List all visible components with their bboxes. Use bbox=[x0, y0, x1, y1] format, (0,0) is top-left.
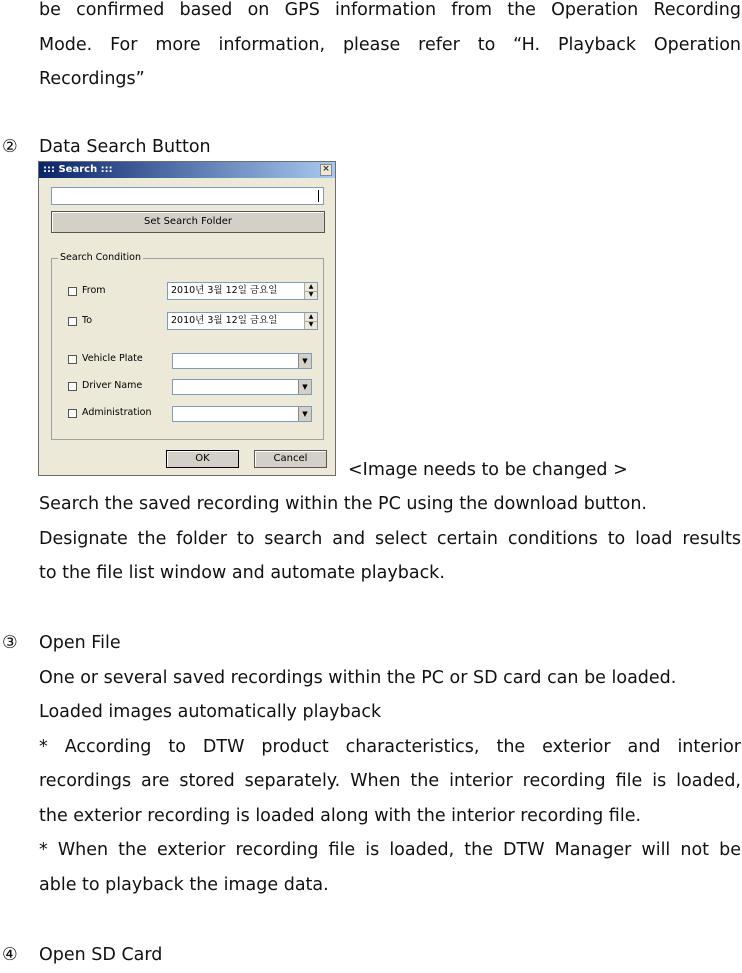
search-condition-group bbox=[51, 252, 324, 440]
section-4-heading: Open SD Card bbox=[39, 945, 163, 965]
to-checkbox[interactable] bbox=[68, 317, 77, 326]
section-3-line-7: able to playback the image data. bbox=[39, 874, 329, 895]
intro-line-1: be confirmed based on GPS information from the Operation Recording bbox=[39, 0, 741, 20]
intro-line-3: Recordings” bbox=[39, 69, 145, 89]
administration-select[interactable] bbox=[172, 406, 312, 422]
section-2-line-3: to the file list window and automate playback. bbox=[39, 563, 445, 583]
from-date-spinner[interactable] bbox=[304, 283, 317, 299]
chevron-down-icon[interactable]: ▼ bbox=[298, 354, 311, 368]
intro-line-2: Mode. For more information, please refer to “H. Playback Operation bbox=[39, 34, 741, 55]
intro-paragraph bbox=[39, 0, 741, 97]
spin-up-icon[interactable]: ▲ bbox=[305, 313, 317, 322]
cancel-button[interactable]: Cancel bbox=[254, 450, 327, 468]
set-search-folder-button[interactable]: Set Search Folder bbox=[51, 211, 325, 233]
vehicle-plate-checkbox[interactable] bbox=[68, 355, 77, 364]
driver-name-label: Driver Name bbox=[82, 380, 143, 391]
dialog-title: ::: Search ::: bbox=[43, 164, 113, 175]
section-4-number: ④ bbox=[2, 945, 18, 965]
spin-down-icon[interactable]: ▼ bbox=[308, 321, 314, 328]
section-2-line-2: Designate the folder to search and select certain conditions to load results bbox=[39, 528, 741, 549]
from-label: From bbox=[82, 285, 106, 296]
chevron-down-icon[interactable]: ▼ bbox=[298, 407, 311, 421]
spin-up-icon[interactable]: ▲ bbox=[305, 283, 317, 292]
section-3-heading: Open File bbox=[39, 633, 121, 653]
to-date-picker[interactable] bbox=[167, 312, 318, 330]
close-icon[interactable]: × bbox=[320, 164, 332, 176]
vehicle-plate-select[interactable] bbox=[172, 353, 312, 369]
section-3-block bbox=[39, 626, 741, 902]
image-note: <Image needs to be changed > bbox=[348, 460, 628, 480]
section-3-line-4: recordings are stored separately. When the interior recording file is loaded, bbox=[39, 771, 741, 791]
section-2-number: ② bbox=[2, 137, 18, 157]
section-2-heading: Data Search Button bbox=[39, 137, 211, 157]
section-2-paragraph bbox=[39, 487, 741, 591]
administration-label: Administration bbox=[82, 407, 152, 418]
driver-name-checkbox[interactable] bbox=[68, 382, 77, 391]
section-3-line-1: One or several saved recordings within the PC or SD card can be loaded. bbox=[39, 667, 677, 688]
administration-checkbox[interactable] bbox=[68, 409, 77, 418]
vehicle-plate-label: Vehicle Plate bbox=[82, 353, 143, 364]
search-condition-label: Search Condition bbox=[60, 252, 141, 263]
search-dialog-image bbox=[38, 161, 336, 476]
section-3-number: ③ bbox=[2, 633, 18, 653]
search-folder-input[interactable] bbox=[51, 187, 324, 205]
to-date-spinner[interactable] bbox=[304, 313, 317, 329]
section-2-line-1: Search the saved recording within the PC using the download button. bbox=[39, 494, 647, 514]
section-3-line-6: * When the exterior recording file is loaded, the DTW Manager will not be bbox=[39, 840, 741, 860]
to-label: To bbox=[82, 315, 93, 326]
chevron-down-icon[interactable]: ▼ bbox=[298, 380, 311, 394]
section-3-line-5: the exterior recording is loaded along with the interior recording file. bbox=[39, 805, 642, 826]
driver-name-select[interactable] bbox=[172, 379, 312, 395]
from-date-value: 2010년 3월 12일 금요일 bbox=[171, 285, 278, 296]
from-checkbox[interactable] bbox=[68, 287, 77, 296]
text-caret bbox=[318, 190, 319, 202]
to-date-value: 2010년 3월 12일 금요일 bbox=[171, 315, 278, 326]
section-3-line-3: * According to DTW product characteristics, the exterior and interior bbox=[39, 736, 741, 757]
dialog-title-bar bbox=[39, 162, 335, 178]
section-3-line-2: Loaded images automatically playback bbox=[39, 702, 382, 722]
ok-button[interactable]: OK bbox=[166, 450, 239, 468]
spin-down-icon[interactable]: ▼ bbox=[308, 291, 314, 298]
from-date-picker[interactable] bbox=[167, 282, 318, 300]
